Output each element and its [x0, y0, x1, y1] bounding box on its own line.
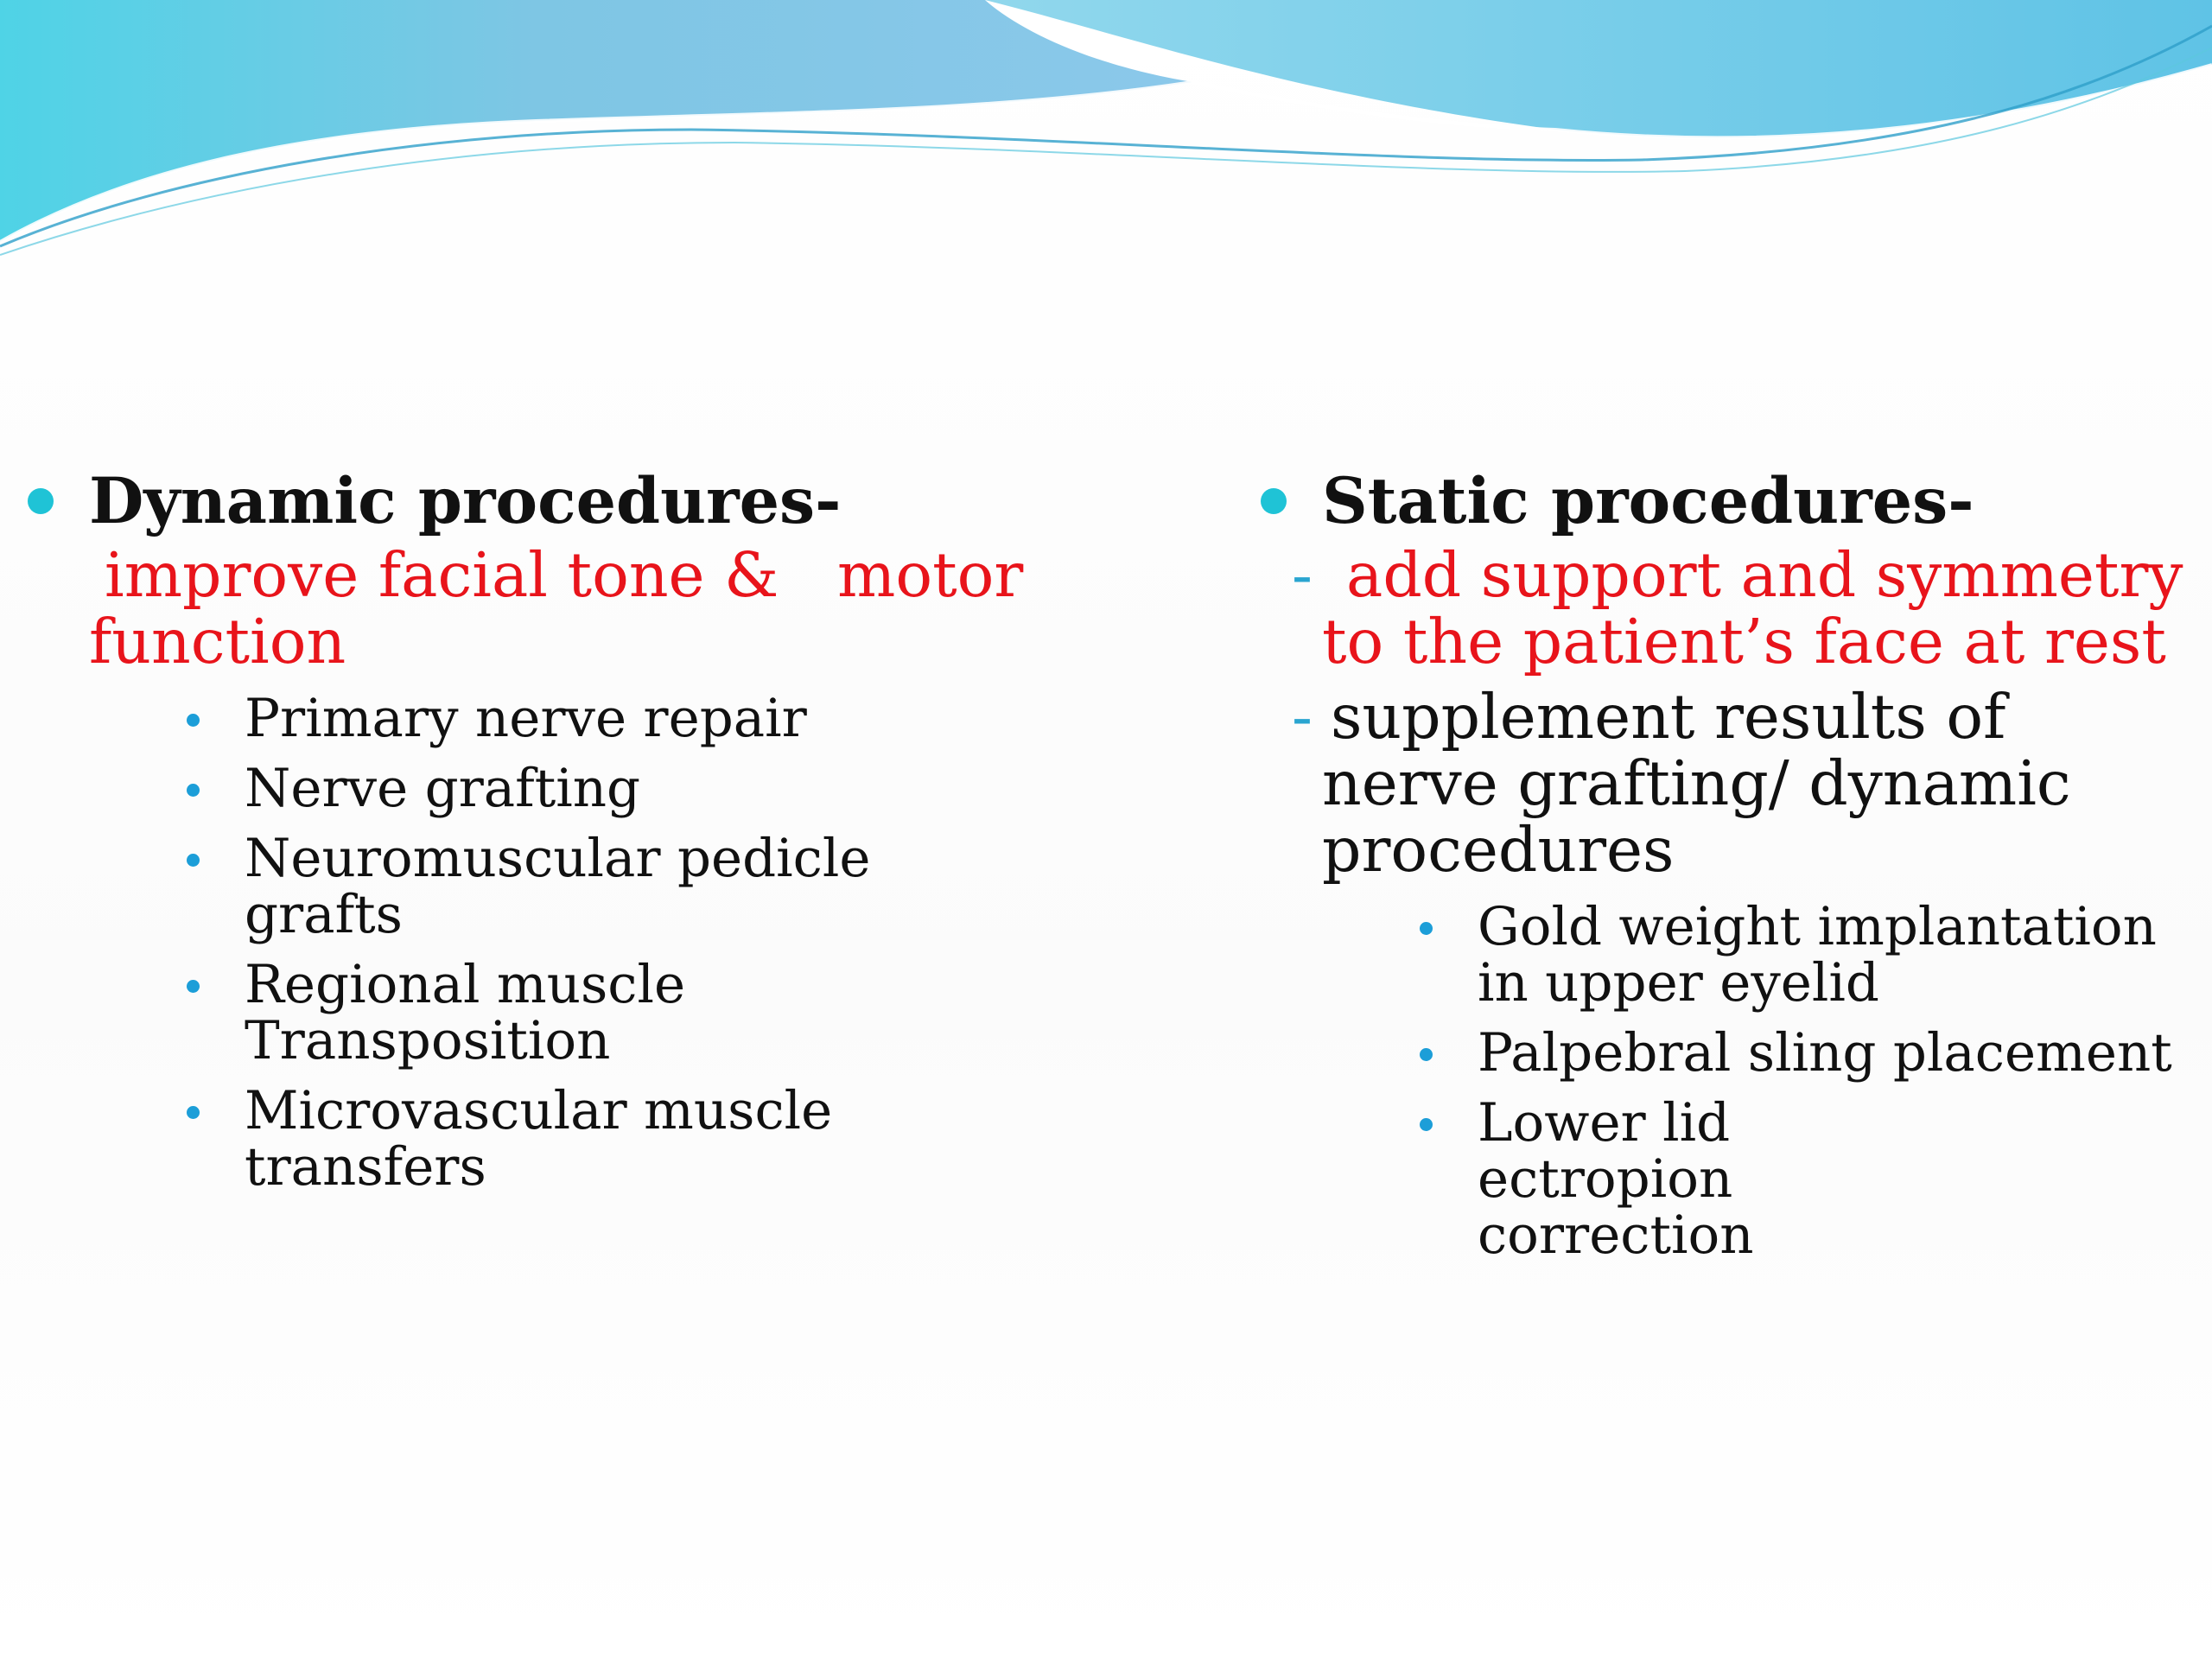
dash-marker: - [1292, 539, 1313, 611]
list-item: Microvascular muscle transfers [245, 1083, 867, 1195]
static-procedures-point-2 [1257, 681, 2195, 886]
heading-text: Dynamic procedures- [89, 464, 842, 538]
bullet-icon [187, 1106, 200, 1119]
static-procedures-point-1 [1257, 539, 2195, 677]
static-procedures-column [1257, 462, 2203, 1277]
list-item: Primary nerve repair [245, 690, 1022, 747]
bullet-icon [1420, 1048, 1433, 1061]
list-item: Nerve grafting [245, 760, 1022, 817]
point-2-text: supplement results of nerve grafting/ dynamic procedures [1322, 681, 2071, 886]
dash-marker: - [1292, 681, 1313, 753]
dynamic-procedures-column [24, 462, 1217, 1209]
point-1-text: add support and symmetry to the patient’s face at rest [1322, 539, 2183, 677]
list-item: Palpebral sling placement [1478, 1025, 2203, 1081]
dynamic-procedures-list [24, 688, 1022, 1198]
heading-text: Static procedures- [1322, 464, 1974, 538]
bullet-icon [187, 714, 200, 727]
list-item: Regional muscle Transposition [245, 957, 728, 1069]
bullet-icon [1261, 488, 1287, 514]
bullet-icon [1420, 1118, 1433, 1131]
goal-text: improve facial tone & motor function [89, 539, 1043, 677]
dynamic-procedures-goal [24, 539, 1048, 677]
bullet-icon [1420, 922, 1433, 935]
list-item: Lower lid ectropion correction [1478, 1095, 1996, 1263]
bullet-icon [187, 784, 200, 797]
bullet-icon [187, 854, 200, 867]
list-item: Neuromuscular pedicle grafts [245, 830, 901, 943]
bullet-icon [187, 980, 200, 993]
dynamic-procedures-heading [24, 462, 1217, 540]
list-item: Gold weight implantation in upper eyelid [1478, 899, 2203, 1011]
static-procedures-list [1257, 896, 2203, 1266]
bullet-icon [28, 488, 54, 514]
static-procedures-heading [1257, 462, 2203, 540]
header-wave-decoration [0, 0, 2212, 259]
